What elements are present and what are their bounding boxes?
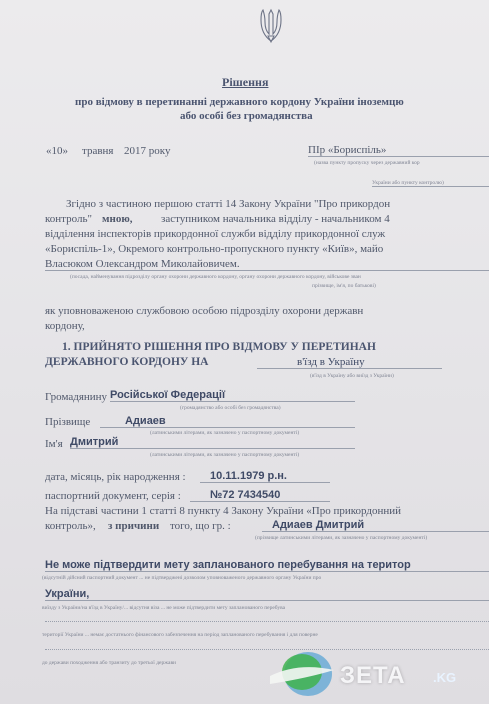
dob-value: 10.11.1979 р.н. (200, 470, 330, 483)
reason-hint-2: виїзду з України/на в'їзд в Україну/... відсутня віза ... не може підтвердити мету запланованого перебува (42, 605, 286, 611)
passport-label: паспортний документ, серія : (45, 490, 181, 502)
surname-label: Прізвище (45, 416, 91, 428)
decision-direction: в'їзд в Україну (257, 356, 442, 369)
officer-hint-b: прізвище, ім'я, по батькові) (312, 283, 376, 289)
surname-hint: (латинськими літерами, як зазначено у паспортному документі) (150, 430, 300, 436)
reason-line-2: України, (45, 588, 489, 601)
citizenship-hint: (громадянство або особі без громадянства) (180, 405, 281, 411)
officer-hint-a: (посада, найменування підрозділу органу охорони державного кордону, органу охорони державного кордону, військове зван (70, 274, 361, 280)
coat-of-arms-trident-icon (259, 8, 283, 44)
paragraph-line-3: відділення інспекторів прикордонної служби відділу прикордонної служ (45, 228, 386, 240)
name-value: Дмитрий (70, 436, 355, 449)
document-title: Рішення (222, 75, 269, 89)
decision-direction-hint: (в'їзд в Україну або виїзд з України) (310, 373, 394, 379)
reason-line-1: Не може підтвердити мету запланованого перебування на територ (45, 559, 489, 572)
paragraph-line-2-prefix: контроль" (45, 213, 92, 225)
reason-blank-line-1 (45, 620, 489, 622)
paragraph-line-1: Згідно з частиною першою статті 14 Закону України "Про прикордон (66, 198, 391, 210)
date-month: травня (82, 145, 114, 157)
citizenship-label: Громадянину (45, 391, 108, 403)
date-year: 2017 року (124, 145, 171, 157)
decision-line-1: 1. ПРИЙНЯТО РІШЕННЯ ПРО ВІДМОВУ У ПЕРЕТИНАН (62, 341, 376, 353)
date-day: «10» (46, 145, 68, 157)
zeta-brand-suffix: .KG (433, 670, 457, 685)
paragraph-line-2-rest: заступником начальника відділу - начальником 4 (161, 213, 390, 225)
surname-value: Адиаев (100, 415, 355, 428)
checkpoint-hint-1: (назва пункту пропуску через державний кор (314, 160, 420, 166)
reason-hint-3: території України ... немає достатнього фінансового забезпечення на період запланованого перебування і для поверне (42, 632, 318, 638)
reason-hint-4: до держави походження або транзиту до третьої держави (42, 660, 176, 666)
passport-value: №72 7434540 (190, 489, 330, 502)
name-hint: (латинськими літерами, як зазначено у паспортному документі) (150, 452, 300, 458)
zeta-globe-logo-icon (268, 648, 338, 700)
checkpoint-name: ПІр «Бориспіль» (308, 144, 489, 157)
document-subtitle-line1: про відмову в перетинанні державного кордону України іноземцю (75, 96, 404, 108)
reason-blank-line-2 (45, 648, 489, 650)
reason-hint-1: (відсутній дійсний паспортний документ ... не підтверджені дозволом уповноваженого державного органу України про (42, 575, 322, 581)
officer-name: Власюком Олександром Миколайовичем. (45, 258, 489, 271)
basis-person-hint: (прізвище латинськими літерами, як зазначено у паспортному документі) (255, 535, 428, 541)
basis-line-2-prefix: контроль», (45, 520, 96, 532)
basis-person-name: Адиаев Дмитрий (262, 519, 489, 532)
citizenship-value: Російської Федерації (110, 389, 355, 402)
dob-label: дата, місяць, рік народження : (45, 471, 186, 483)
basis-line-1: На підставі частини 1 статті 8 пункту 4 Закону України «Про прикордонний (45, 505, 402, 517)
decision-line-2: ДЕРЖАВНОГО КОРДОНУ НА (45, 356, 209, 368)
paragraph-line-4: «Бориспіль-1», Окремого контрольно-пропускного пункту «Київ», майо (45, 243, 384, 255)
paragraph-line-6: кордону, (45, 320, 85, 332)
basis-line-2-mid: того, що гр. : (170, 520, 231, 532)
document-subtitle-line2: або особі без громадянства (180, 110, 313, 122)
paragraph-line-2-mnoyu: мною, (102, 213, 133, 225)
zeta-brand-text: ЗЕТА (340, 662, 406, 689)
name-label: Ім'я (45, 438, 63, 450)
checkpoint-hint-2: України або пункту контролю) (372, 180, 489, 187)
paragraph-line-5: як уповноваженою службовою особою підрозділу охорони державн (45, 305, 364, 317)
basis-line-2-bold: з причини (108, 520, 160, 532)
